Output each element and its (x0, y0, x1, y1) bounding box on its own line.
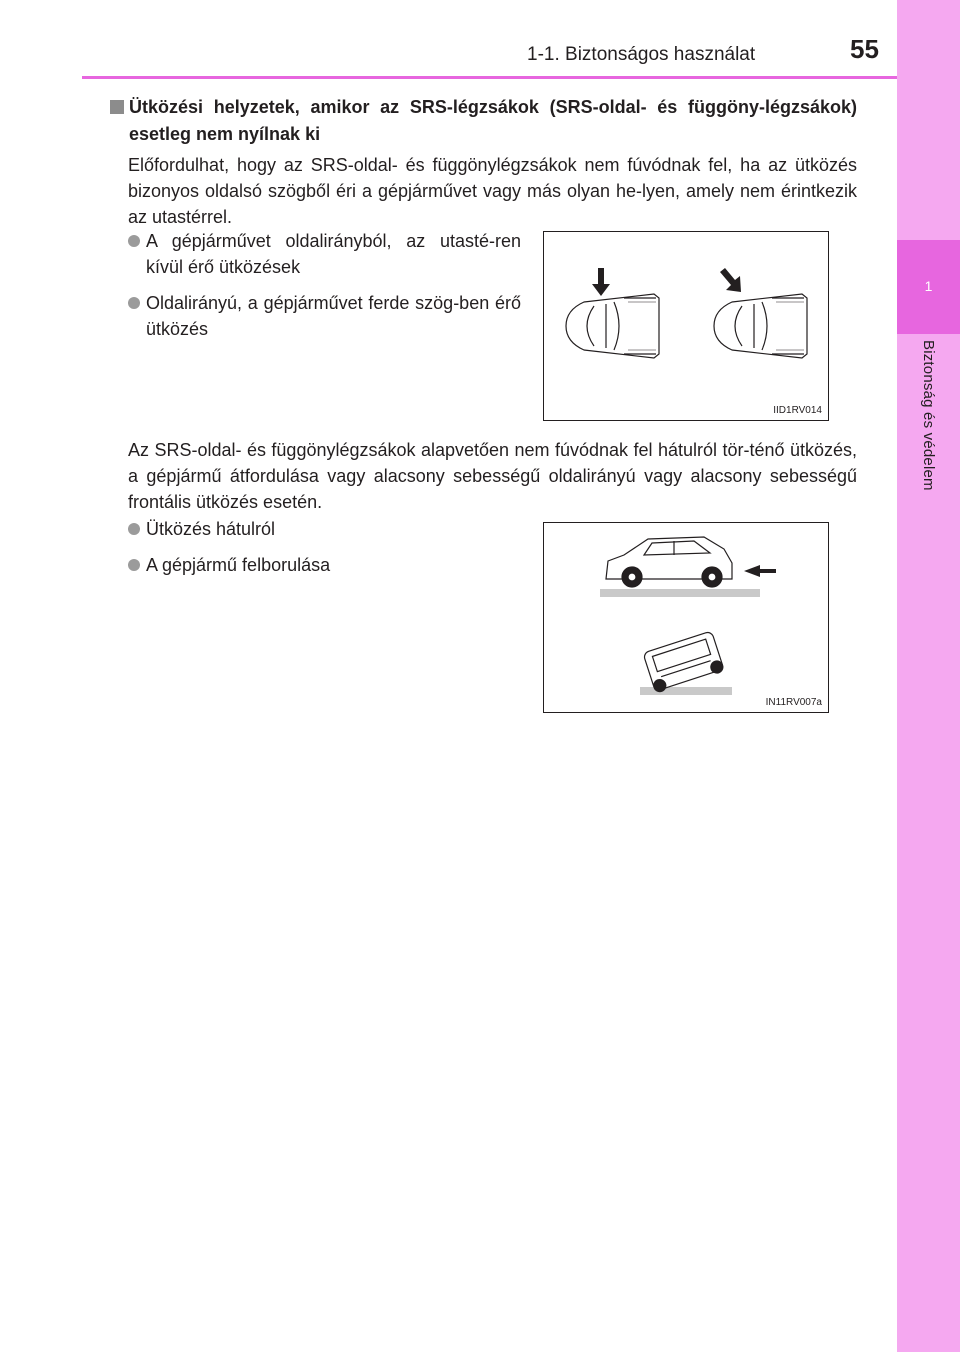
main-content (107, 94, 857, 230)
bullet-dot-icon (128, 559, 140, 571)
car-top-view-icon (566, 294, 659, 358)
list-item (128, 516, 521, 542)
bullet-list-2 (128, 516, 521, 588)
list-item (128, 552, 521, 578)
section-title: 1-1. Biztonságos használat (527, 44, 756, 65)
side-impact-illustration (544, 232, 828, 420)
intro-paragraph: Előfordulhat, hogy az SRS-oldal- és függönylégzsákok nem fúvódnak fel, ha az ütközés bizonyos oldalsó szögből éri a gépjárművet vagy más olyan he-lyen, amely nem érintkezik az utastérrel. (128, 155, 857, 227)
paragraph-2: Az SRS-oldal- és függönylégzsákok alapvetően nem fúvódnak fel hátulról tör-ténő ütközés, a gépjármű átfordulása vagy alacsony sebességű oldalirányú vagy alacsony sebességű frontális ütközés esetén. (128, 440, 857, 512)
figure-code: IN11RV007a (765, 697, 822, 708)
oblique-impact-arrow-icon (720, 268, 741, 292)
list-item-text: Ütközés hátulról (146, 519, 276, 539)
side-tab (897, 0, 960, 1352)
car-side-view-icon (606, 537, 732, 587)
list-item-text: A gépjárművet oldalirányból, az utasté-ren kívül érő ütközések (146, 231, 521, 277)
impact-arrow-icon (592, 268, 610, 296)
list-item-text: Oldalirányú, a gépjárművet ferde szög-ben érő ütközés (146, 293, 521, 339)
header-rule (82, 76, 897, 79)
bullet-dot-icon (128, 235, 140, 247)
page-number: 55 (850, 34, 879, 64)
list-item (128, 228, 521, 280)
chapter-number: 1 (924, 278, 933, 294)
chapter-title: Biztonság és védelem (920, 340, 937, 491)
section-heading-text: Ütközési helyzetek, amikor az SRS-légzsákok (SRS-oldal- és függöny-légzsákok) esetleg nem nyílnak ki (129, 97, 857, 144)
rear-impact-arrow-icon (744, 565, 776, 577)
bullet-dot-icon (128, 297, 140, 309)
chapter-title-tab (897, 340, 960, 570)
overturned-car-icon (643, 631, 724, 693)
figure-code: IID1RV014 (773, 405, 822, 416)
rear-rollover-illustration (544, 523, 828, 712)
bullet-list-1 (128, 228, 521, 352)
section-heading (107, 94, 857, 148)
ground-strip (600, 589, 760, 597)
list-item (128, 290, 521, 342)
figure-rear-rollover (543, 522, 829, 713)
square-bullet-icon (110, 100, 124, 114)
bullet-dot-icon (128, 523, 140, 535)
figure-side-impact (543, 231, 829, 421)
chapter-number-tab (897, 240, 960, 334)
list-item-text: A gépjármű felborulása (146, 555, 331, 575)
